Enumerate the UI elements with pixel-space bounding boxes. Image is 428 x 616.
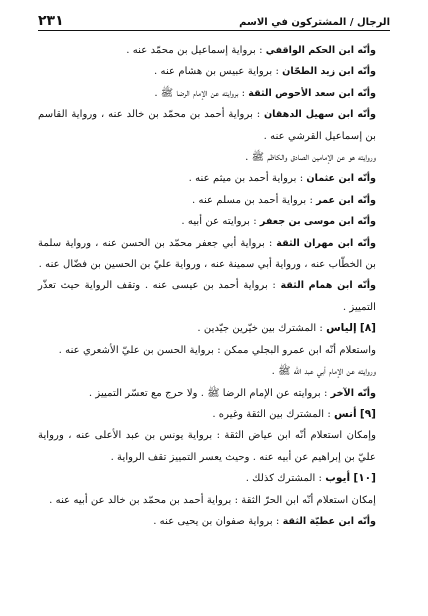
paragraph [38,83,390,104]
paragraph-lead: وأنّه ابن عمر [316,194,376,206]
paragraph [38,490,390,511]
paragraph [38,233,390,276]
page-number: ٢٣١ [38,13,64,29]
entry-heading [38,468,390,489]
paragraph [38,147,390,168]
paragraph [38,40,390,61]
paragraph-text: واستعلام أنّه ابن عمرو البجلي ممكن : برواية الحسن بن عليّ الأشعري عنه . [58,344,376,356]
paragraph-text: : برواية عبيس بن هشام عنه . [154,66,283,78]
paragraph-text: : بروايته عن الإمام الرضا ﷺ . ولا حرج مع تعسّر التمييز . [88,387,331,399]
paragraph-lead: وأنّه ابن الحكم الواقفي [265,45,376,56]
entry-name: أنس [334,407,357,420]
paragraph [38,211,390,232]
entry-number: [٩] [359,407,376,420]
entry-description: : المشترك بين الثقة وغيره . [212,408,334,420]
paragraph [38,190,390,211]
paragraph-text: : برواية أحمد بن ميثم عنه . [188,173,307,185]
paragraph-lead: وأنّه ابن عطيّة الثقة [282,515,376,527]
paragraph-text: إمكان استعلام أنّه ابن الحرّ الثقة : برواية أحمد بن محمّد بن خالد عن أبيه عنه . [49,494,376,506]
paragraph [38,168,390,189]
entry-heading [38,318,390,339]
paragraph-lead: وأنّه ابن مهران الثقة [276,237,376,249]
paragraph-lead: وأنّه ابن همام الثقة [280,280,376,292]
paragraph [38,425,390,468]
paragraph-lead: وأنّه ابن سهيل الدهقان [263,109,376,121]
paragraph-text: : برواية أحمد بن محمّد بن خالد عنه ، ورواية القاسم بن إسماعيل القرشي عنه . [38,109,376,142]
entry-description: : المشترك بين خيّرين جيّدين . [197,323,327,335]
entry-name: إلياس [326,322,357,335]
paragraph-lead: وأنّه الآخر [330,387,376,399]
paragraph [38,104,390,147]
paragraph-text: : بروايته عن أبيه . [181,216,260,228]
paragraph [38,61,390,82]
running-head: الرجال / المشتركون في الاسم [239,17,390,28]
paragraph-text: : برواية صفوان بن يحيى عنه . [153,515,283,527]
paragraph-text: وروايته هو عن الإمامين الصادق والكاظم ﷺ . [245,152,376,164]
paragraph-text: وإمكان استعلام أنّه ابن عياض الثقة : برواية يونس بن عبد الأعلى عنه ، ورواية عليّ بن إبراهيم عن أبيه عنه . وحيث يعسر التمييز تقف الرواية . [38,430,376,463]
entry-number: [١٠] [353,472,376,485]
paragraph [38,275,390,318]
page-header [38,10,390,31]
paragraph-lead: وأنّه ابن سعد الأحوص الثقة [248,87,376,99]
paragraph-text: : برواية إسماعيل بن محمّد عنه . [126,45,266,56]
entry-name: أيوب [325,472,351,485]
paragraph-text: وروايته عن الإمام أبي عبد الله ﷺ . [271,366,376,378]
body-text [38,40,390,532]
paragraph-text: : برواية أحمد بن عيسى عنه . وتقف الرواية حيث تعذّر التمييز . [38,280,376,313]
entry-description: : المشترك كذلك . [245,473,326,485]
paragraph-text: : برواية أحمد بن مسلم عنه . [192,194,317,206]
paragraph-lead: وأنّه ابن عثمان [306,173,376,185]
paragraph-text: : بروايته عن الإمام الرضا ﷺ . [154,87,249,99]
paragraph [38,340,390,361]
entry-heading [38,404,390,425]
paragraph [38,361,390,382]
paragraph [38,383,390,404]
paragraph-text: : برواية أبي جعفر محمّد بن الحسن عنه ، ورواية سلمة بن الخطّاب عنه ، ورواية أبي سمينة عنه ، ورواية عليّ بن الحسين بن فضّال عنه . [38,237,376,271]
paragraph-lead: وأنّه ابن موسى بن جعفر [259,216,376,228]
entry-number: [٨] [359,322,376,335]
paragraph-lead: وأنّه ابن زيد الطحّان [282,66,376,78]
paragraph [38,511,390,532]
